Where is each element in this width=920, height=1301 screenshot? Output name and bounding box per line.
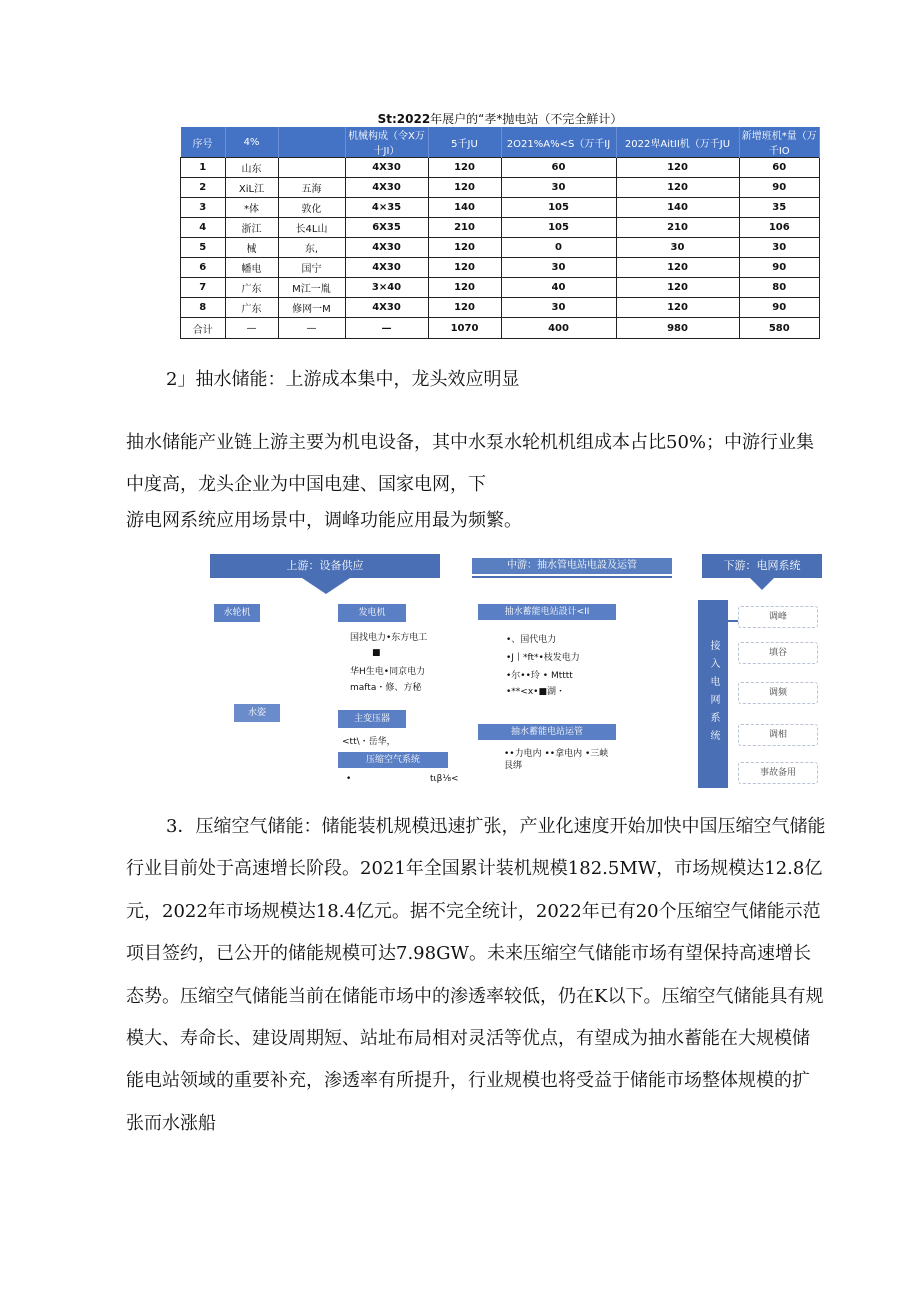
table-cell: XiL江: [225, 178, 278, 198]
table-caption-text: 年展户的“孝*抛电站（不完全鮮计）: [430, 112, 623, 126]
design-company-line-1: •、国代电力: [506, 635, 557, 645]
table-cell: 30: [501, 258, 616, 278]
table-cell: 120: [428, 158, 501, 178]
table-cell: 580: [739, 318, 820, 339]
col-header-2022: 2022卑AitII机（万千JU: [616, 127, 739, 158]
motor-company-line-3: 华H生电•同京电力: [350, 667, 426, 677]
upstream-band: 上游：设备供应: [210, 554, 440, 578]
table-cell: 敦化: [278, 198, 345, 218]
table-cell: 30: [739, 238, 820, 258]
grid-connector: [728, 620, 738, 622]
col-header-index: 序号: [181, 127, 226, 158]
table-cell: 械: [225, 238, 278, 258]
table-cell: 80: [739, 278, 820, 298]
table-row: [181, 278, 820, 298]
table-cell: 4: [181, 218, 226, 238]
motor-company-line-1: 国找电力•东方电工: [350, 633, 428, 643]
table-row: [181, 258, 820, 278]
col-header-units: 机械构成（令X万十JI）: [345, 127, 428, 158]
turbine-tag: 水轮机: [214, 604, 260, 622]
table-cell: —: [278, 318, 345, 339]
table-cell: 4X30: [345, 158, 428, 178]
col-header-capacity: 5千JU: [428, 127, 501, 158]
table-cell: 广东: [225, 298, 278, 318]
table-cell: 五海: [278, 178, 345, 198]
col-header-province: 4%: [225, 127, 278, 158]
downstream-arrow-icon: [750, 578, 774, 590]
section3-text: 3．压缩空气储能：储能装机规模迅速扩张，产业化速度开始加快中国压缩空气储能行业目前处于高速增长阶段。2021年全国累计装机规模182.5MW，市场规模达12.8亿元，2022年市场规模达18.4亿元。据不完全统计，2022年已有20个压缩空气储能示范项目签约，已公开的储能规模可达7.98GW。未来压缩空气储能市场有望保持高速增长态势。压缩空气储能当前在储能市场中的渗透率较低，仍在K以下。压缩空气储能具有规模大、寿命长、建设周期短、站址布局相对灵活等优点，有望成为抽水蓄能在大规模储能电站领域的重要补充，渗透率有所提升，行业规模也将受益于储能市场整体规模的扩张而水涨船: [126, 816, 826, 1134]
table-cell: 120: [616, 158, 739, 178]
function-frequency: 调频: [738, 682, 818, 704]
motor-company-line-4: mafta・修、方秘: [350, 683, 422, 693]
table-cell: 60: [501, 158, 616, 178]
table-cell: 浙江: [225, 218, 278, 238]
upstream-arrow-icon: [302, 578, 350, 594]
table-row: [181, 158, 820, 178]
table-cell: 4X30: [345, 238, 428, 258]
table-cell: 90: [739, 258, 820, 278]
table-cell: 90: [739, 298, 820, 318]
air-company-line-1: •: [346, 774, 352, 784]
table-cell: 2: [181, 178, 226, 198]
table-cell: 105: [501, 198, 616, 218]
pumped-storage-table: [180, 127, 820, 339]
table-row: [181, 298, 820, 318]
air-system-tag: 压缩空气系统: [338, 752, 448, 768]
table-caption-prefix: St:2022: [377, 112, 431, 126]
table-header-row: [181, 127, 820, 158]
operations-company-line-1: ••力电内 ••拿电内 •三峡: [504, 749, 609, 759]
operations-company-line-2: 艮绑: [504, 761, 523, 771]
col-header-2021: 2O21%A%<S（万千IJ: [501, 127, 616, 158]
col-header-station: [278, 127, 345, 158]
table-cell: 120: [616, 298, 739, 318]
motor-tag: 发电机: [338, 604, 406, 622]
table-cell: 105: [501, 218, 616, 238]
table-cell: 120: [428, 238, 501, 258]
table-row: [181, 178, 820, 198]
design-tag: 抽水蓄能电站設计<II: [478, 604, 616, 620]
table-cell: 1070: [428, 318, 501, 339]
operations-tag: 抽水蓄能电站运管: [478, 724, 616, 740]
table-row: [181, 198, 820, 218]
grid-connection-bar: 接入电网系统: [698, 600, 728, 788]
section3-paragraph: [126, 806, 826, 1145]
table-total-row: [181, 318, 820, 339]
table-cell: 广东: [225, 278, 278, 298]
table-cell: 5: [181, 238, 226, 258]
table-cell: 6X35: [345, 218, 428, 238]
table-cell: [278, 158, 345, 178]
table-cell: 4X30: [345, 178, 428, 198]
section2-paragraph-2: 游电网系统应用场景中，调峰功能应用最为频繁。: [126, 510, 522, 531]
midstream-underline: [472, 576, 672, 578]
function-emergency-backup: 事故备用: [738, 762, 818, 784]
function-phase: 调相: [738, 724, 818, 746]
table-cell: 140: [428, 198, 501, 218]
section2-paragraph-1: 抽水储能产业链上游主要为机电设备，其中水泵水轮机机组成本占比50%；中游行业集中度高，龙头企业为中国电建、国家电网，下: [126, 432, 815, 495]
design-company-line-2: •J丨*ft*•枝发电力: [506, 653, 580, 663]
table-cell: 7: [181, 278, 226, 298]
table-cell: 120: [616, 278, 739, 298]
table-caption: [180, 110, 820, 127]
table-cell: 6: [181, 258, 226, 278]
table-cell: 400: [501, 318, 616, 339]
table-cell: 修网一M: [278, 298, 345, 318]
table-cell: *体: [225, 198, 278, 218]
table-cell: 120: [428, 178, 501, 198]
table-row: [181, 218, 820, 238]
table-cell: 60: [739, 158, 820, 178]
table-cell: 8: [181, 298, 226, 318]
motor-company-line-2: ■: [372, 648, 381, 658]
table-cell: 4X30: [345, 298, 428, 318]
table-cell: 210: [428, 218, 501, 238]
midstream-band: 中游：抽水管电站电設及运管: [472, 558, 672, 574]
pump-tag: 水姿: [234, 704, 280, 722]
table-cell: 30: [501, 178, 616, 198]
air-company-line-2: tιβ⅛<: [430, 774, 459, 784]
table-cell: 1: [181, 158, 226, 178]
table-cell: 30: [501, 298, 616, 318]
table-cell: 120: [616, 178, 739, 198]
design-company-line-4: •**<x•■湖・: [506, 687, 565, 697]
industry-chain-diagram: [210, 548, 822, 788]
table-cell: 980: [616, 318, 739, 339]
table-cell: 山东: [225, 158, 278, 178]
table-cell: 210: [616, 218, 739, 238]
table-cell: 3: [181, 198, 226, 218]
table-cell: 35: [739, 198, 820, 218]
table-cell: 合计: [181, 318, 226, 339]
table-cell: 国宁: [278, 258, 345, 278]
table-cell: 东,: [278, 238, 345, 258]
table-cell: 30: [616, 238, 739, 258]
design-company-line-3: •尔••玲 • Mtttt: [506, 671, 573, 681]
table-cell: 40: [501, 278, 616, 298]
table-cell: 120: [428, 298, 501, 318]
table-cell: 90: [739, 178, 820, 198]
table-row: [181, 238, 820, 258]
function-peak-shaving: 调峰: [738, 606, 818, 628]
table-cell: M江一胤: [278, 278, 345, 298]
table-cell: 4X30: [345, 258, 428, 278]
col-header-new: 新增班机*量（万千IO: [739, 127, 820, 158]
table-cell: 120: [616, 258, 739, 278]
transformer-company-line: <tt\・岳华，: [342, 737, 396, 747]
table-cell: 4×35: [345, 198, 428, 218]
table-cell: 3×40: [345, 278, 428, 298]
table-cell: —: [225, 318, 278, 339]
table-cell: 0: [501, 238, 616, 258]
section2-heading: 2」抽水储能：上游成本集中，龙头效应明显: [166, 369, 520, 390]
table-cell: 120: [428, 278, 501, 298]
table-cell: 106: [739, 218, 820, 238]
table-cell: 幡电: [225, 258, 278, 278]
transformer-tag: 主变压器: [338, 710, 406, 728]
table-cell: —: [345, 318, 428, 339]
downstream-band: 下游：电网系统: [702, 554, 822, 578]
table-cell: 长4L山: [278, 218, 345, 238]
function-valley-filling: 填谷: [738, 642, 818, 664]
table-cell: 140: [616, 198, 739, 218]
table-cell: 120: [428, 258, 501, 278]
